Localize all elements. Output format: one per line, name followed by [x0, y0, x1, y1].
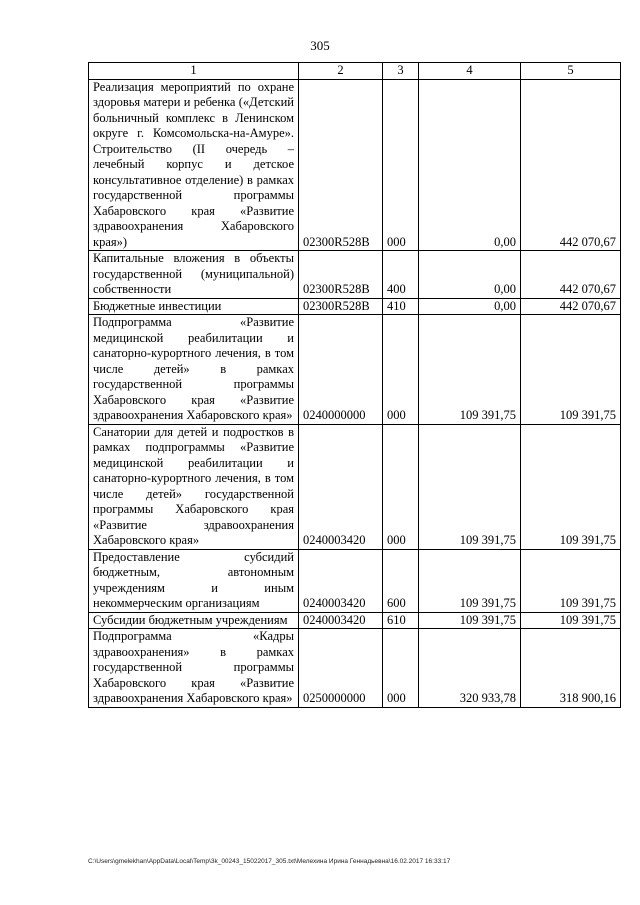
row-name: Бюджетные инвестиции	[89, 298, 299, 315]
row-col5: 442 070,67	[521, 251, 621, 299]
row-name: Подпрограмма «Кадры здравоохранения» в рамках государственной программы Хабаровского края «Развитие здравоохранения Хабаровского края»	[89, 629, 299, 708]
row-vr: 000	[383, 79, 419, 251]
row-col5: 109 391,75	[521, 315, 621, 425]
header-col-4: 4	[419, 63, 521, 80]
table-row	[89, 315, 621, 425]
row-vr: 000	[383, 424, 419, 549]
row-name: Субсидии бюджетным учреждениям	[89, 612, 299, 629]
table-row	[89, 79, 621, 251]
header-col-1: 1	[89, 63, 299, 80]
header-col-2: 2	[299, 63, 383, 80]
row-col4: 0,00	[419, 251, 521, 299]
row-vr: 000	[383, 629, 419, 708]
row-name: Реализация мероприятий по охране здоровья матери и ребенка («Детский больничный комплекс в Ленинском округе г. Комсомольска-на-Амуре». Строительство (II очередь – лечебный корпус и детское консультативное отделение) в рамках государственной программы Хабаровского края «Развитие здравоохранения Хабаровского края»)	[89, 79, 299, 251]
row-col5: 442 070,67	[521, 79, 621, 251]
table-row	[89, 298, 621, 315]
row-col5: 109 391,75	[521, 612, 621, 629]
row-col4: 320 933,78	[419, 629, 521, 708]
table-row	[89, 549, 621, 612]
row-code: 02300R528B	[299, 79, 383, 251]
row-col4: 0,00	[419, 298, 521, 315]
row-code: 0240003420	[299, 424, 383, 549]
row-name: Подпрограмма «Развитие медицинской реабилитации и санаторно-курортного лечения, в том числе детей» в рамках государственной программы Хабаровского края «Развитие здравоохранения Хабаровского края»	[89, 315, 299, 425]
row-code: 0250000000	[299, 629, 383, 708]
table-row	[89, 251, 621, 299]
file-path-footer: C:\Users\gmelekhan\AppData\Local\Temp\3k_00243_15022017_305.txt\Мелехина Ирина Геннадьевна\16.02.2017 16:33:17	[88, 858, 451, 865]
table-row	[89, 629, 621, 708]
row-vr: 610	[383, 612, 419, 629]
row-col5: 318 900,16	[521, 629, 621, 708]
row-code: 0240000000	[299, 315, 383, 425]
row-col5: 442 070,67	[521, 298, 621, 315]
row-code: 0240003420	[299, 549, 383, 612]
header-col-5: 5	[521, 63, 621, 80]
row-code: 0240003420	[299, 612, 383, 629]
row-code: 02300R528B	[299, 251, 383, 299]
row-col4: 0,00	[419, 79, 521, 251]
header-col-3: 3	[383, 63, 419, 80]
table-row	[89, 612, 621, 629]
budget-table	[88, 62, 621, 708]
row-name: Предоставление субсидий бюджетным, автономным учреждениям и иным некоммерческим организациям	[89, 549, 299, 612]
row-vr: 000	[383, 315, 419, 425]
row-col4: 109 391,75	[419, 549, 521, 612]
table-row	[89, 424, 621, 549]
row-col4: 109 391,75	[419, 315, 521, 425]
page-number: 305	[310, 38, 330, 53]
row-code: 02300R528B	[299, 298, 383, 315]
row-name: Санатории для детей и подростков в рамках подпрограммы «Развитие медицинской реабилитации и санаторно-курортного лечения, в том числе детей» государственной программы Хабаровского края «Развитие здравоохранения Хабаровского края»	[89, 424, 299, 549]
row-vr: 600	[383, 549, 419, 612]
row-vr: 400	[383, 251, 419, 299]
row-col4: 109 391,75	[419, 612, 521, 629]
row-col4: 109 391,75	[419, 424, 521, 549]
header-row	[89, 63, 621, 80]
row-col5: 109 391,75	[521, 549, 621, 612]
row-name: Капитальные вложения в объекты государственной (муниципальной) собственности	[89, 251, 299, 299]
row-vr: 410	[383, 298, 419, 315]
row-col5: 109 391,75	[521, 424, 621, 549]
